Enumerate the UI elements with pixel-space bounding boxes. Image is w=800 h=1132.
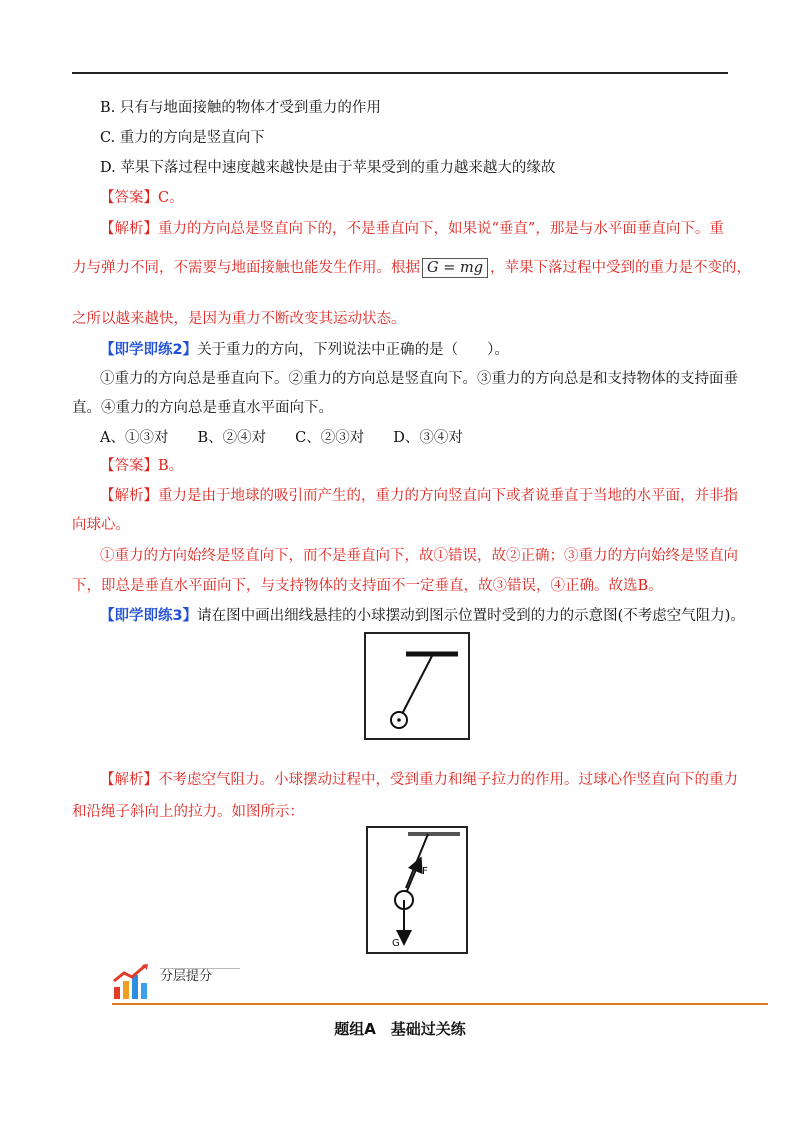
q1-answer [100,188,760,208]
q2-statement-2: 直。④重力的方向总是垂直水平面向下。 [72,400,333,416]
q2-choices: A、①③对 B、②④对 C、②③对 D、③④对 [100,430,463,446]
answer-tag: 【答案】 [100,458,158,474]
q3-analysis-line-2: 和沿绳子斜向上的拉力。如图所示： [72,804,304,820]
option-d: D. 苹果下落过程中速度越来越快是由于苹果受到的重力越来越大的缘故 [100,160,556,176]
top-rule [72,72,728,74]
q2-analysis-line-2: 向球心。 [72,517,130,533]
option-b: B. 只有与地面接触的物体才受到重力的作用 [100,100,381,116]
analysis-tag: 【解析】 [100,221,158,237]
analysis-text: 力与弹力不同，不需要与地面接触也能发生作用。根据 [72,260,420,276]
analysis-text: ，苹果下落过程中受到的重力是不变的， [489,260,751,276]
analysis-text: 不考虑空气阻力。小球摆动过程中，受到重力和绳子拉力的作用。过球心作竖直向下的重力 [158,772,738,788]
pendulum-figure [364,632,470,740]
q1-analysis-line-2 [72,258,751,278]
answer-tag: 【答案】 [100,190,158,206]
q1-analysis-line-3: 之所以越来越快，是因为重力不断改变其运动状态。 [72,311,406,327]
exercise-tag: 【即学即练2】 [100,342,198,358]
tension-label: F [422,866,428,877]
q2-analysis-line-3: ①重力的方向始终是竖直向下，而不是垂直向下，故①错误，故②正确；③重力的方向始终是竖直向 [100,548,738,564]
q2-answer [100,456,760,476]
q2-analysis-line-4: 下，即总是垂直水平面向下，与支持物体的支持面不一定垂直，故③错误，④正确。故选B。 [72,578,663,594]
analysis-text: 重力的方向总是竖直向下的，不是垂直向下，如果说“垂直”，那是与水平面垂直向下。重 [158,221,724,237]
string-line [401,654,433,716]
chart-growth-icon [112,963,152,1001]
q1-analysis-line-1 [100,219,760,239]
answer-value: C。 [158,190,184,206]
q2-question [100,340,760,360]
ball-center [397,718,401,722]
analysis-tag: 【解析】 [100,772,158,788]
question-text: 关于重力的方向，下列说法中正确的是（ ）。 [197,342,509,358]
option-c: C. 重力的方向是竖直向下 [100,130,265,146]
string-line [406,834,428,888]
q2-analysis-line-1 [100,486,760,506]
q3-analysis-line-1 [100,770,760,790]
gravity-label: G [392,938,400,949]
analysis-tag: 【解析】 [100,488,158,504]
force-diagram-figure [366,826,468,954]
answer-value: B。 [158,458,184,474]
question-text: 请在图中画出细线悬挂的小球摆动到图示位置时受到的力的示意图(不考虑空气阻力)。 [197,608,745,624]
section-title: 题组A 基础过关练 [334,1020,466,1038]
analysis-text: 重力是由于地球的吸引而产生的，重力的方向竖直向下或者说垂直于当地的水平面，并非指 [158,488,738,504]
formula-box: G = mg [422,258,488,278]
brand-label: 分层提分 [160,969,213,984]
brand-underline [160,968,240,969]
q3-question [100,606,760,626]
section-divider [112,1003,768,1005]
exercise-tag: 【即学即练3】 [100,608,198,624]
q2-statement-1: ①重力的方向总是垂直向下。②重力的方向总是竖直向下。③重力的方向总是和支持物体的支持面垂 [100,371,738,387]
